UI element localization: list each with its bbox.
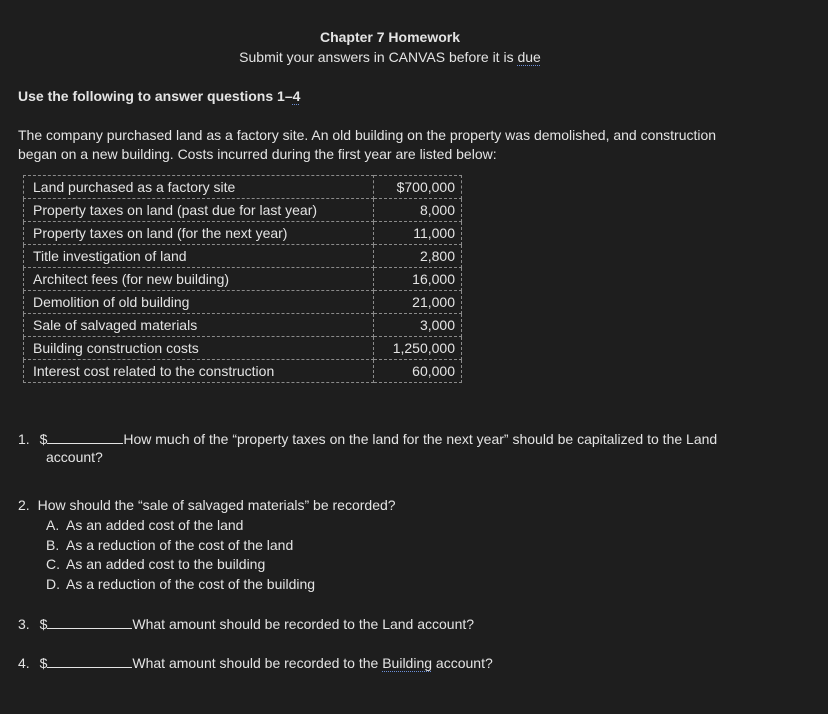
building-link: Building	[382, 655, 433, 671]
cost-amount: 60,000	[374, 360, 462, 383]
cost-item: Interest cost related to the construction	[24, 360, 374, 383]
table-row	[24, 291, 462, 314]
question-text: What amount should be recorded to the	[132, 655, 383, 671]
cost-item: Land purchased as a factory site	[24, 176, 374, 199]
option-c[interactable]	[46, 556, 265, 572]
table-row	[24, 245, 462, 268]
page-subtitle	[0, 49, 780, 65]
question-text-suffix: account?	[432, 655, 493, 671]
page-title: Chapter 7 Homework	[319, 29, 461, 45]
option-text: As an added cost of the land	[66, 517, 244, 533]
option-letter: B.	[46, 537, 60, 553]
option-d[interactable]	[46, 576, 315, 592]
table-row	[24, 268, 462, 291]
cost-amount: 16,000	[374, 268, 462, 291]
option-letter: A.	[46, 517, 60, 533]
answer-blank-1[interactable]	[47, 430, 123, 444]
cost-amount: 1,250,000	[374, 337, 462, 360]
answer-blank-3[interactable]	[47, 615, 132, 629]
cost-amount: 2,800	[374, 245, 462, 268]
option-text: As a reduction of the cost of the building	[66, 576, 316, 592]
question-number: 1.	[18, 431, 30, 447]
question-4	[18, 654, 493, 671]
table-row	[24, 360, 462, 383]
cost-amount: $700,000	[374, 176, 462, 199]
cost-item: Demolition of old building	[24, 291, 374, 314]
subtitle-text: Submit your answers in CANVAS before it is	[239, 49, 518, 65]
question-number: 3.	[18, 616, 30, 632]
cost-amount: 8,000	[374, 199, 462, 222]
question-2	[18, 497, 396, 513]
last-question-number: 4	[292, 88, 301, 104]
table-row	[24, 337, 462, 360]
dollar-sign: $	[39, 655, 48, 671]
question-text: What amount should be recorded to the Land account?	[132, 616, 475, 632]
question-1-continuation: account?	[46, 449, 103, 465]
dollar-sign: $	[39, 616, 48, 632]
option-text: As a reduction of the cost of the land	[66, 537, 294, 553]
question-1	[18, 430, 717, 447]
option-letter: D.	[46, 576, 60, 592]
cost-table	[23, 175, 462, 383]
cost-item: Sale of salvaged materials	[24, 314, 374, 337]
option-a[interactable]	[46, 517, 243, 533]
question-number: 2.	[18, 497, 30, 513]
answer-blank-4[interactable]	[47, 654, 132, 668]
table-row	[24, 199, 462, 222]
dollar-sign: $	[39, 431, 48, 447]
option-letter: C.	[46, 556, 60, 572]
cost-amount: 3,000	[374, 314, 462, 337]
cost-amount: 11,000	[374, 222, 462, 245]
scenario-line-2: began on a new building. Costs incurred during the first year are listed below:	[18, 146, 497, 162]
scenario-line-1: The company purchased land as a factory site. An old building on the property was demolished, and construction	[18, 127, 717, 143]
question-text: How much of the “property taxes on the land for the next year” should be capitalized to the Land	[123, 431, 718, 447]
cost-amount: 21,000	[374, 291, 462, 314]
option-b[interactable]	[46, 537, 293, 553]
table-row	[24, 314, 462, 337]
table-row	[24, 176, 462, 199]
instructions-text: Use the following to answer questions 1–	[18, 88, 293, 104]
due-link[interactable]: due	[517, 49, 541, 65]
cost-item: Property taxes on land (for the next year)	[24, 222, 374, 245]
table-row	[24, 222, 462, 245]
option-text: As an added cost to the building	[66, 556, 266, 572]
cost-item: Architect fees (for new building)	[24, 268, 374, 291]
cost-item: Building construction costs	[24, 337, 374, 360]
cost-item: Property taxes on land (past due for last year)	[24, 199, 374, 222]
instructions-heading	[18, 88, 300, 104]
question-text: How should the “sale of salvaged materials” be recorded?	[37, 497, 396, 513]
question-3	[18, 615, 474, 632]
question-number: 4.	[18, 655, 30, 671]
cost-item: Title investigation of land	[24, 245, 374, 268]
